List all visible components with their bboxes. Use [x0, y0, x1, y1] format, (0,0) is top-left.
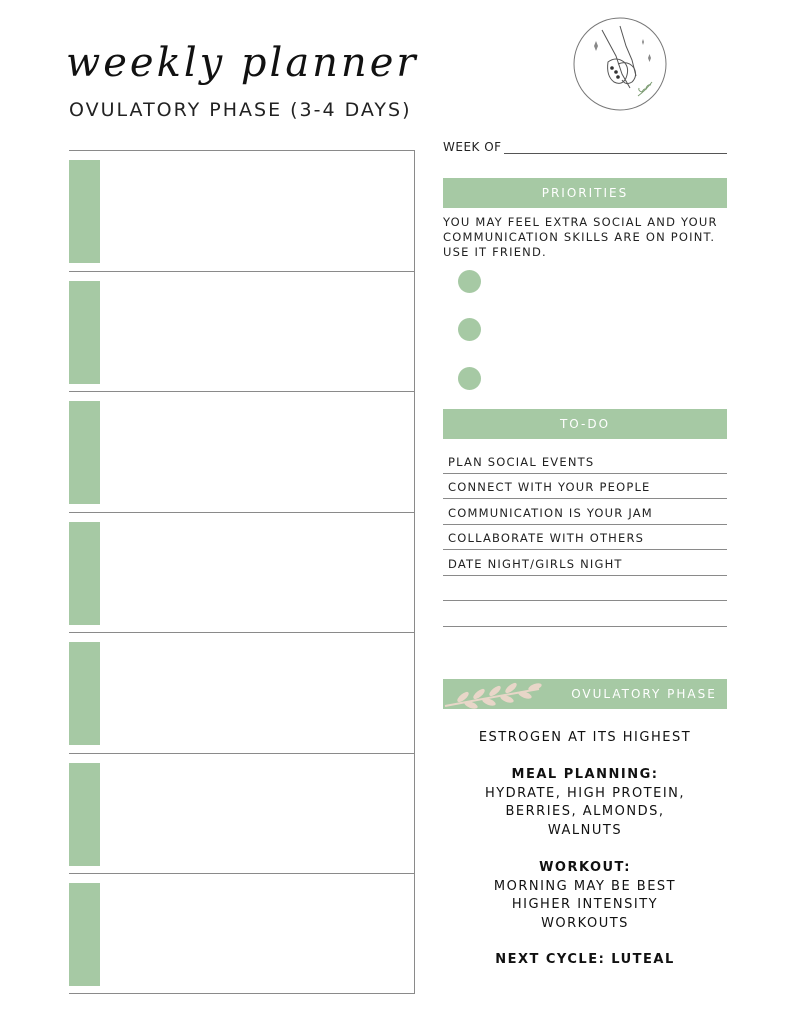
- workout-line: WORKOUTS: [541, 915, 629, 931]
- phase-header-label: OVULATORY PHASE: [571, 687, 717, 701]
- todo-item[interactable]: COLLABORATE WITH OTHERS: [443, 525, 727, 551]
- day-label-tab: [69, 763, 100, 866]
- workout-line: HIGHER INTENSITY: [511, 897, 659, 912]
- meal-planning-label: MEAL PLANNING:: [511, 767, 659, 782]
- day-block[interactable]: [69, 271, 415, 392]
- holding-hands-emblem-icon: [572, 16, 668, 112]
- next-cycle: NEXT CYCLE: LUTEAL: [495, 952, 675, 967]
- todo-item[interactable]: CONNECT WITH YOUR PEOPLE: [443, 474, 727, 500]
- day-block[interactable]: [69, 873, 415, 994]
- meal-line: HYDRATE, HIGH PROTEIN,: [484, 785, 686, 801]
- todo-item[interactable]: PLAN SOCIAL EVENTS: [443, 448, 727, 474]
- phase-subtitle: OVULATORY PHASE (3-4 DAYS): [69, 99, 412, 121]
- planner-title: weekly planner: [66, 40, 419, 86]
- divider: [414, 150, 415, 994]
- day-label-tab: [69, 642, 100, 745]
- day-block[interactable]: [69, 753, 415, 874]
- todo-item[interactable]: DATE NIGHT/GIRLS NIGHT: [443, 550, 727, 576]
- day-label-tab: [69, 883, 100, 986]
- priority-bullet[interactable]: [458, 318, 481, 341]
- priority-bullet[interactable]: [458, 367, 481, 390]
- meal-line: BERRIES, ALMONDS,: [505, 804, 665, 819]
- week-of-label: WEEK OF: [443, 140, 502, 154]
- day-label-tab: [69, 281, 100, 384]
- todo-item[interactable]: COMMUNICATION IS YOUR JAM: [443, 499, 727, 525]
- day-block[interactable]: [69, 150, 415, 271]
- week-of-line[interactable]: [504, 141, 727, 154]
- todo-list: [443, 448, 727, 627]
- day-label-tab: [69, 401, 100, 504]
- priorities-header: PRIORITIES: [443, 178, 727, 208]
- day-label-tab: [69, 160, 100, 263]
- todo-header: TO-DO: [443, 409, 727, 439]
- divider: [69, 993, 415, 994]
- workout-line: MORNING MAY BE BEST: [493, 878, 677, 894]
- hormone-note: ESTROGEN AT ITS HIGHEST: [478, 730, 692, 745]
- day-block[interactable]: [69, 512, 415, 633]
- week-of-field[interactable]: [443, 138, 727, 154]
- day-label-tab: [69, 522, 100, 625]
- todo-item[interactable]: [443, 576, 727, 602]
- priorities-text: YOU MAY FEEL EXTRA SOCIAL AND YOUR COMMUNICATION SKILLS ARE ON POINT. USE IT FRIEND.: [443, 215, 718, 259]
- day-block[interactable]: [69, 632, 415, 753]
- daily-schedule: [69, 150, 415, 994]
- todo-item[interactable]: [443, 601, 727, 627]
- phase-header: [443, 679, 727, 709]
- priority-bullet[interactable]: [458, 270, 481, 293]
- workout-label: WORKOUT:: [539, 860, 631, 875]
- meal-line: WALNUTS: [547, 822, 623, 838]
- day-block[interactable]: [69, 391, 415, 512]
- leaf-branch-icon: [443, 679, 553, 709]
